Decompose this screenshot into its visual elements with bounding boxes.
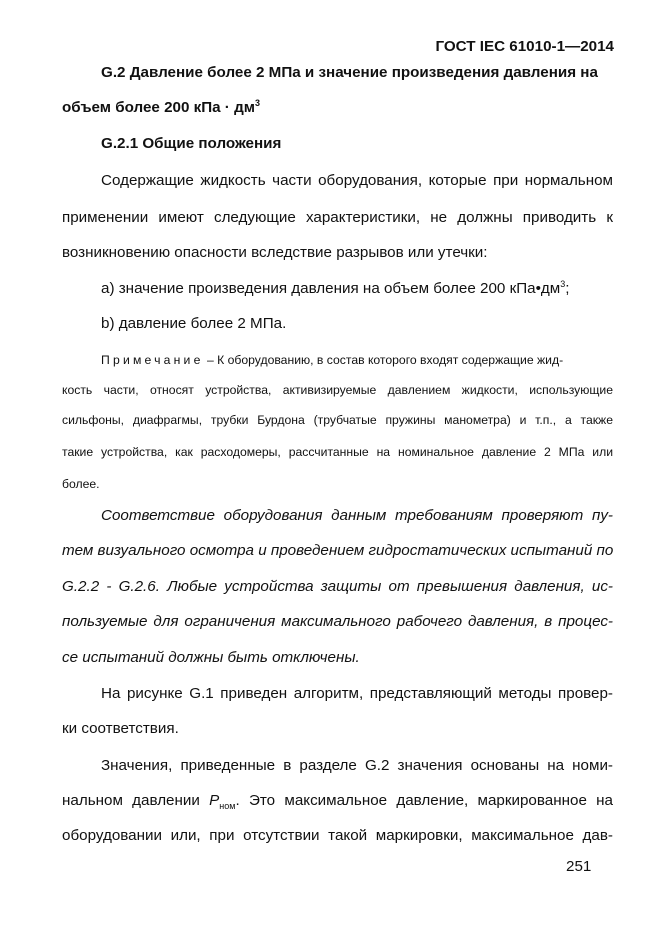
compliance-line3: G.2.2 - G.2.6. Любые устройства защиты от превышения давления, ис- — [62, 578, 613, 595]
values-line2-post: . Это максимальное давление, маркированное на — [235, 792, 614, 809]
section-g2-title-line2 — [62, 98, 260, 118]
note-line4: такие устройства, как расходомеры, рассчитанные на номинальное давление 2 МПа или — [62, 445, 613, 459]
compliance-line1: Соответствие оборудования данным требованиям проверяют пу- — [101, 507, 613, 524]
values-line3: оборудовании или, при отсутствии такой маркировки, максимальное дав- — [62, 827, 613, 844]
list-item-a-text: a) значение произведения давления на объем более 200 кПа•дм — [101, 280, 561, 297]
paragraph-1-line1: Содержащие жидкость части оборудования, которые при нормальном — [101, 172, 613, 189]
figure-ref-line2: ки соответствия. — [62, 720, 179, 737]
superscript-3: 3 — [560, 278, 566, 289]
document-header: ГОСТ IEC 61010-1—2014 — [435, 38, 614, 55]
pressure-subscript: ном — [219, 801, 236, 812]
note-label: Примечание — [101, 353, 204, 367]
note-line3: сильфоны, диафрагмы, трубки Бурдона (трубчатые пружины манометра) и т.п., а также — [62, 413, 613, 427]
list-item-a — [101, 279, 569, 299]
paragraph-1-line3: возникновению опасности вследствие разрывов или утечки: — [62, 244, 488, 261]
compliance-line4: пользуемые для ограничения максимального рабочего давления, в процес- — [62, 613, 613, 630]
note-line2: кость части, относят устройства, активизируемые давлением жидкости, использующие — [62, 383, 613, 397]
section-g21-title: G.2.1 Общие положения — [101, 135, 282, 152]
list-item-b: b) давление более 2 МПа. — [101, 315, 287, 332]
section-g2-title-line1: G.2 Давление более 2 МПа и значение произведения давления на — [101, 64, 598, 81]
pressure-symbol: P — [209, 792, 220, 809]
page-number: 251 — [566, 858, 592, 875]
note-line5: более. — [62, 477, 100, 491]
section-g2-title-text: объем более 200 кПа · дм — [62, 99, 255, 116]
values-line1: Значения, приведенные в разделе G.2 значения основаны на номи- — [101, 757, 613, 774]
values-line2-pre: нальном давлении — [62, 792, 210, 809]
note-line1-text: – К оборудованию, в состав которого входят содержащие жид- — [206, 353, 564, 367]
values-line2 — [62, 791, 613, 811]
compliance-line5: се испытаний должны быть отключены. — [62, 649, 360, 666]
note-line1 — [101, 350, 613, 370]
compliance-line2: тем визуального осмотра и проведением гидростатических испытаний по — [62, 542, 614, 559]
list-item-a-end: ; — [565, 280, 570, 297]
figure-ref-line1: На рисунке G.1 приведен алгоритм, представляющий методы провер- — [101, 685, 613, 702]
superscript-3: 3 — [254, 97, 260, 108]
paragraph-1-line2: применении имеют следующие характеристики, не должны приводить к — [62, 209, 613, 226]
